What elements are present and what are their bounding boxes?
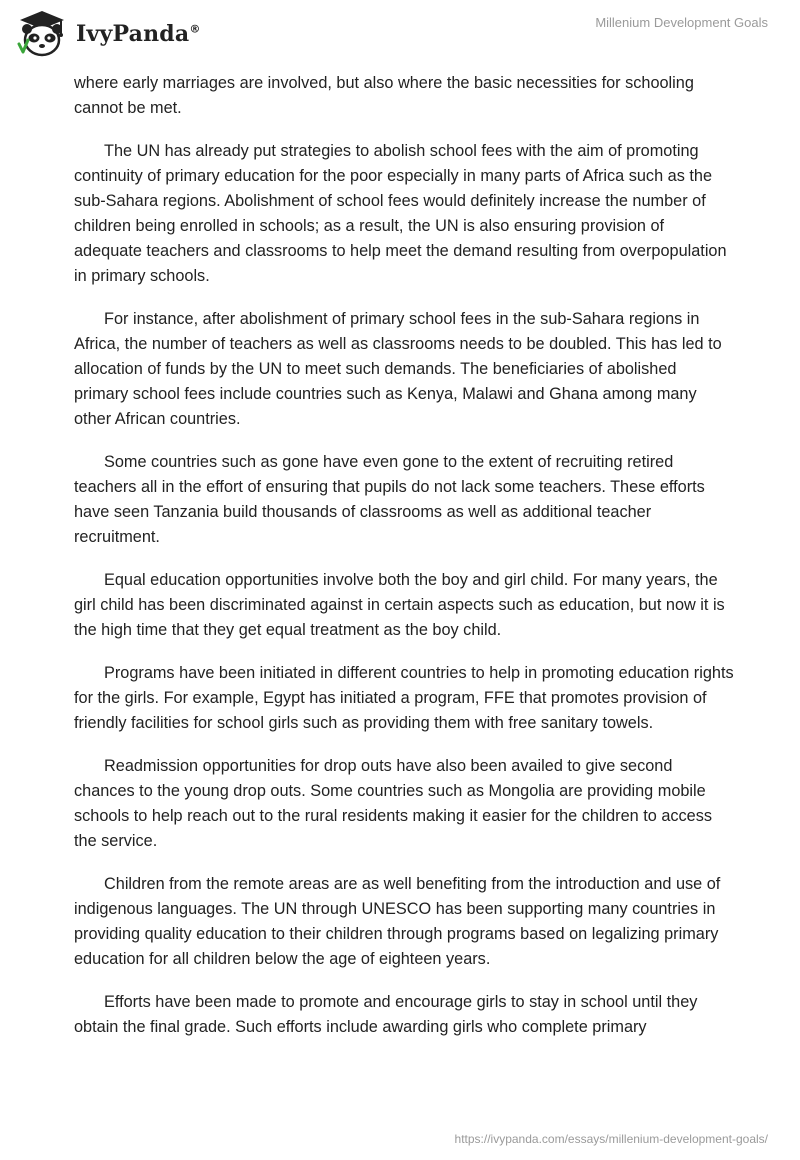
paragraph: Children from the remote areas are as well benefiting from the introduction and use of indigenous languages. The UN through UNESCO has been supporting many countries in providing quality education to their children through programs based on legalizing primary education for all children below the age of eighteen years.: [74, 875, 721, 968]
brand-name: [76, 21, 201, 47]
brand-text: IvyPanda: [76, 21, 190, 47]
paragraph: Some countries such as gone have even gone to the extent of recruiting retired teachers all in the effort of ensuring that pupils do not lack some teachers. These efforts have seen Tanzania build thousands of classrooms as well as additional teacher recruitment.: [74, 453, 705, 546]
registered-mark: ®: [189, 22, 201, 36]
source-url-link[interactable]: https://ivypanda.com/essays/millenium-development-goals/: [454, 1132, 768, 1146]
paragraph: Equal education opportunities involve both the boy and girl child. For many years, the girl child has been discriminated against in certain aspects such as education, but now it is the high time that they get equal treatment as the boy child.: [74, 571, 725, 639]
paragraph: Readmission opportunities for drop outs have also been availed to give second chances to the young drop outs. Some countries such as Mongolia are providing mobile schools to help reach out to the rural residents making it easier for the children to access the service.: [74, 757, 713, 850]
paragraph: The UN has already put strategies to abolish school fees with the aim of promoting continuity of primary education for the poor especially in many parts of Africa such as the sub-Sahara regions. Abolishment of school fees would definitely increase the number of children being enrolled in schools; as a result, the UN is also ensuring provision of adequate teachers and classrooms to help meet the demand resulting from overpopulation in primary schools.: [74, 142, 727, 285]
page-header: [0, 0, 800, 72]
paragraph: Efforts have been made to promote and encourage girls to stay in school until they obtain the final grade. Such efforts include awarding girls who complete primary: [74, 993, 698, 1036]
document-title: Millenium Development Goals: [595, 15, 768, 30]
paragraph-continuation: where early marriages are involved, but also where the basic necessities for schooling cannot be met.: [74, 74, 694, 117]
site-logo[interactable]: [14, 6, 201, 62]
paragraph: For instance, after abolishment of primary school fees in the sub-Sahara regions in Africa, the number of teachers as well as classrooms needs to be doubled. This has led to allocation of funds by the UN to meet such demands. The beneficiaries of abolished primary school fees include countries such as Kenya, Malawi and Ghana among many other African countries.: [74, 310, 722, 428]
essay-body: [74, 71, 734, 1058]
paragraph: Programs have been initiated in different countries to help in promoting education rights for the girls. For example, Egypt has initiated a program, FFE that promotes provision of friendly facilities for school girls such as providing them with free sanitary towels.: [74, 664, 734, 732]
panda-graduation-cap-logo-icon: [14, 6, 70, 62]
